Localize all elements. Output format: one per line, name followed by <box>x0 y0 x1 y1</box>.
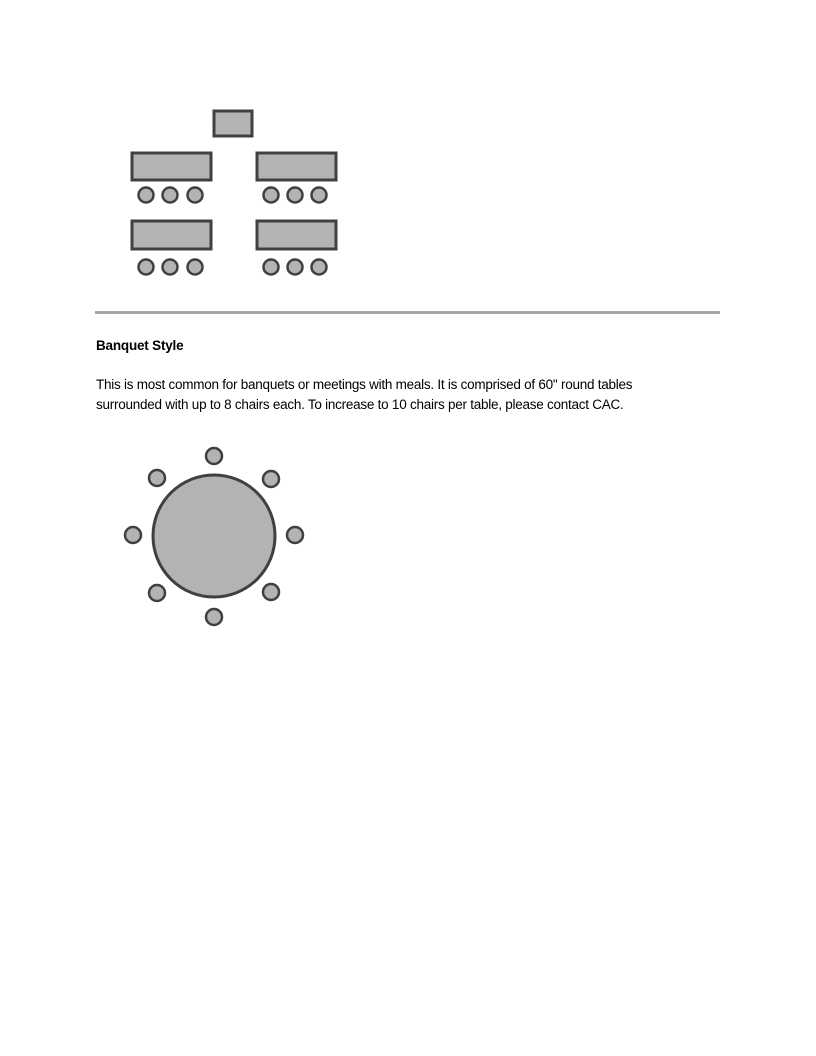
chair <box>149 585 165 601</box>
chair <box>206 609 222 625</box>
chair <box>287 527 303 543</box>
description-line: surrounded with up to 8 chairs each. To increase to 10 chairs per table, please contact CAC. <box>96 397 624 412</box>
section-heading: Banquet Style <box>96 338 184 353</box>
chair <box>206 448 222 464</box>
round-table <box>153 475 275 597</box>
chair <box>263 584 279 600</box>
chair <box>149 470 165 486</box>
description-line: This is most common for banquets or meetings with meals. It is comprised of 60" round tables <box>96 377 633 392</box>
chair <box>263 471 279 487</box>
chair <box>125 527 141 543</box>
